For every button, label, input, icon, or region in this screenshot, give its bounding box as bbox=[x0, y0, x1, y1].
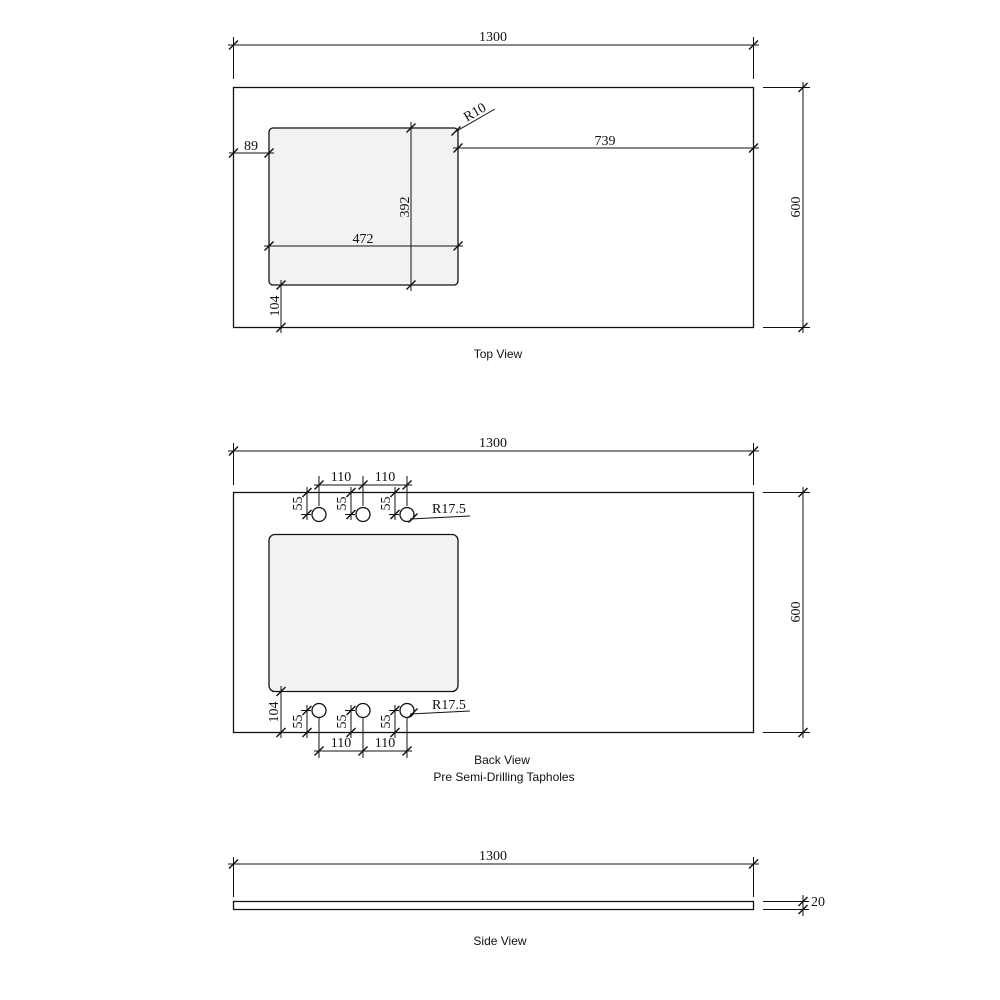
taphole bbox=[312, 704, 326, 718]
taphole bbox=[356, 704, 370, 718]
dimension-label: 110 bbox=[374, 470, 396, 485]
dimension-label: R17.5 bbox=[432, 698, 466, 713]
dimension-label: 472 bbox=[352, 232, 374, 247]
dimension-label: 739 bbox=[594, 134, 616, 149]
view-title: Back View bbox=[474, 753, 530, 767]
dimension-depth bbox=[763, 82, 810, 333]
taphole bbox=[400, 704, 414, 718]
dimension-label: 55 bbox=[291, 496, 306, 511]
dimension-label: 20 bbox=[811, 895, 825, 910]
dimension-label: 600 bbox=[789, 601, 804, 623]
dimension-label: 104 bbox=[267, 701, 282, 723]
back-view bbox=[228, 436, 810, 784]
dimension-label: 55 bbox=[335, 496, 350, 511]
dimension-label: 600 bbox=[789, 196, 804, 218]
dimension-label: R17.5 bbox=[432, 502, 466, 517]
dimension-label: 110 bbox=[374, 736, 396, 751]
dimension-label: R10 bbox=[461, 100, 490, 126]
dimension-label: 55 bbox=[335, 714, 350, 729]
dimension-label: 110 bbox=[330, 736, 352, 751]
basin-cutout bbox=[269, 128, 458, 285]
dimension-depth bbox=[763, 487, 810, 738]
dimension-label: 104 bbox=[268, 295, 283, 317]
dimension-length bbox=[228, 436, 759, 485]
top-view bbox=[228, 30, 810, 361]
view-subtitle: Pre Semi-Drilling Tapholes bbox=[433, 770, 575, 784]
dimension-label: 1300 bbox=[479, 436, 507, 451]
dimension-label: 89 bbox=[244, 139, 258, 154]
dimension-label: 55 bbox=[291, 714, 306, 729]
dimension-thickness bbox=[763, 895, 825, 916]
side-view bbox=[228, 849, 825, 948]
view-title: Top View bbox=[473, 347, 523, 361]
dimension-label: 1300 bbox=[479, 849, 507, 864]
dimension-label: 1300 bbox=[479, 30, 507, 45]
view-title: Side View bbox=[473, 934, 527, 948]
dimension-length bbox=[228, 849, 759, 897]
taphole bbox=[356, 508, 370, 522]
dimension-label: 55 bbox=[379, 496, 394, 511]
dimension-label: 392 bbox=[398, 196, 413, 218]
dimension-label: 55 bbox=[379, 714, 394, 729]
countertop-edge-profile bbox=[234, 902, 754, 910]
taphole bbox=[312, 508, 326, 522]
dimension-label: 110 bbox=[330, 470, 352, 485]
basin-cutout bbox=[269, 535, 458, 692]
dimension-length bbox=[228, 30, 759, 79]
